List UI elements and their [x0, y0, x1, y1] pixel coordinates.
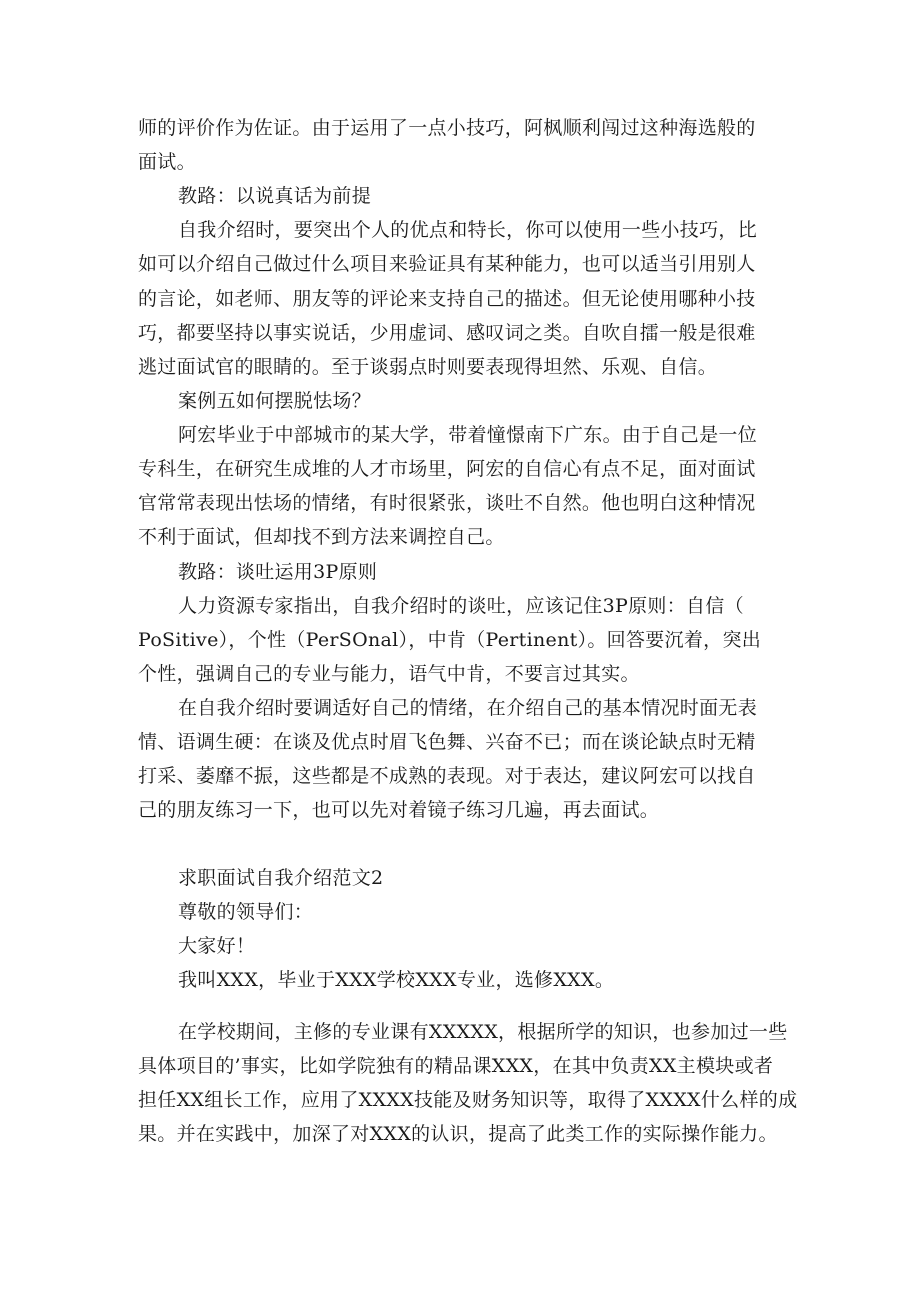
text-line: 阿宏毕业于中部城市的某大学，带着憧憬南下广东。由于自己是一位 — [178, 424, 758, 446]
text-line: 人力资源专家指出，自我介绍时的谈吐，应该记住3P原则：自信（ — [178, 595, 744, 617]
section-heading: 教路：以说真话为前提 — [178, 185, 372, 207]
text-line: 师的评价作为佐证。由于运用了一点小技巧，阿枫顺利闯过这种海选般的 — [138, 117, 756, 139]
text-line: 巧，都要坚持以事实说话，少用虚词、感叹词之类。自吹自擂一般是很难 — [138, 322, 756, 344]
text-line: 己的朋友练习一下，也可以先对着镜子练习几遍，再去面试。 — [138, 799, 660, 821]
text-line: PoSitive），个性（PerSOnal），中肯（Pertinent）。回答要沉着，突出 — [138, 629, 762, 651]
text-line: 逃过面试官的眼睛的。至于谈弱点时则要表现得坦然、乐观、自信。 — [138, 356, 718, 378]
text-line: 面试。 — [138, 151, 196, 173]
text-line: 的言论，如老师、朋友等的评论来支持自己的描述。但无论使用哪种小技 — [138, 288, 756, 310]
text-line: 在自我介绍时要调适好自己的情绪，在介绍自己的基本情况时面无表 — [178, 697, 758, 719]
text-line: 专科生，在研究生成堆的人才市场里，阿宏的自信心有点不足，面对面试 — [138, 458, 756, 480]
text-line: 如可以介绍自己做过什么项目来验证具有某种能力，也可以适当引用别人 — [138, 253, 756, 275]
text-line: 不利于面试，但却找不到方法来调控自己。 — [138, 526, 505, 548]
text-line: 我叫XXX，毕业于XXX学校XXX专业，选修XXX。 — [178, 969, 615, 991]
section-title: 求职面试自我介绍范文2 — [178, 867, 384, 889]
text-line: 官常常表现出怯场的情绪，有时很紧张，谈吐不自然。他也明白这种情况 — [138, 492, 756, 514]
text-line: 担任XX组长工作，应用了XXXX技能及财务知识等，取得了XXXX什么样的成 — [138, 1089, 798, 1111]
text-line: 自我介绍时，要突出个人的优点和特长，你可以使用一些小技巧，比 — [178, 219, 758, 241]
text-line: 具体项目的’事实，比如学院独有的精品课XXX，在其中负责XX主模块或者 — [138, 1055, 774, 1077]
section-heading: 案例五如何摆脱怯场？ — [178, 390, 372, 412]
text-line: 在学校期间，主修的专业课有XXXXX，根据所学的知识，也参加过一些 — [178, 1021, 788, 1043]
section-heading: 教路：谈吐运用3P原则 — [178, 561, 378, 583]
text-line: 个性，强调自己的专业与能力，语气中肯，不要言过其实。 — [138, 663, 640, 685]
salutation: 尊敬的领导们： — [178, 901, 314, 923]
text-line: 打采、萎靡不振，这些都是不成熟的表现。对于表达，建议阿宏可以找自 — [138, 765, 756, 787]
text-line: 情、语调生硬：在谈及优点时眉飞色舞、兴奋不已；而在谈论缺点时无精 — [138, 731, 756, 753]
greeting: 大家好！ — [178, 935, 256, 957]
text-line: 果。并在实践中，加深了对XXX的认识，提高了此类工作的实际操作能力。 — [138, 1123, 778, 1145]
